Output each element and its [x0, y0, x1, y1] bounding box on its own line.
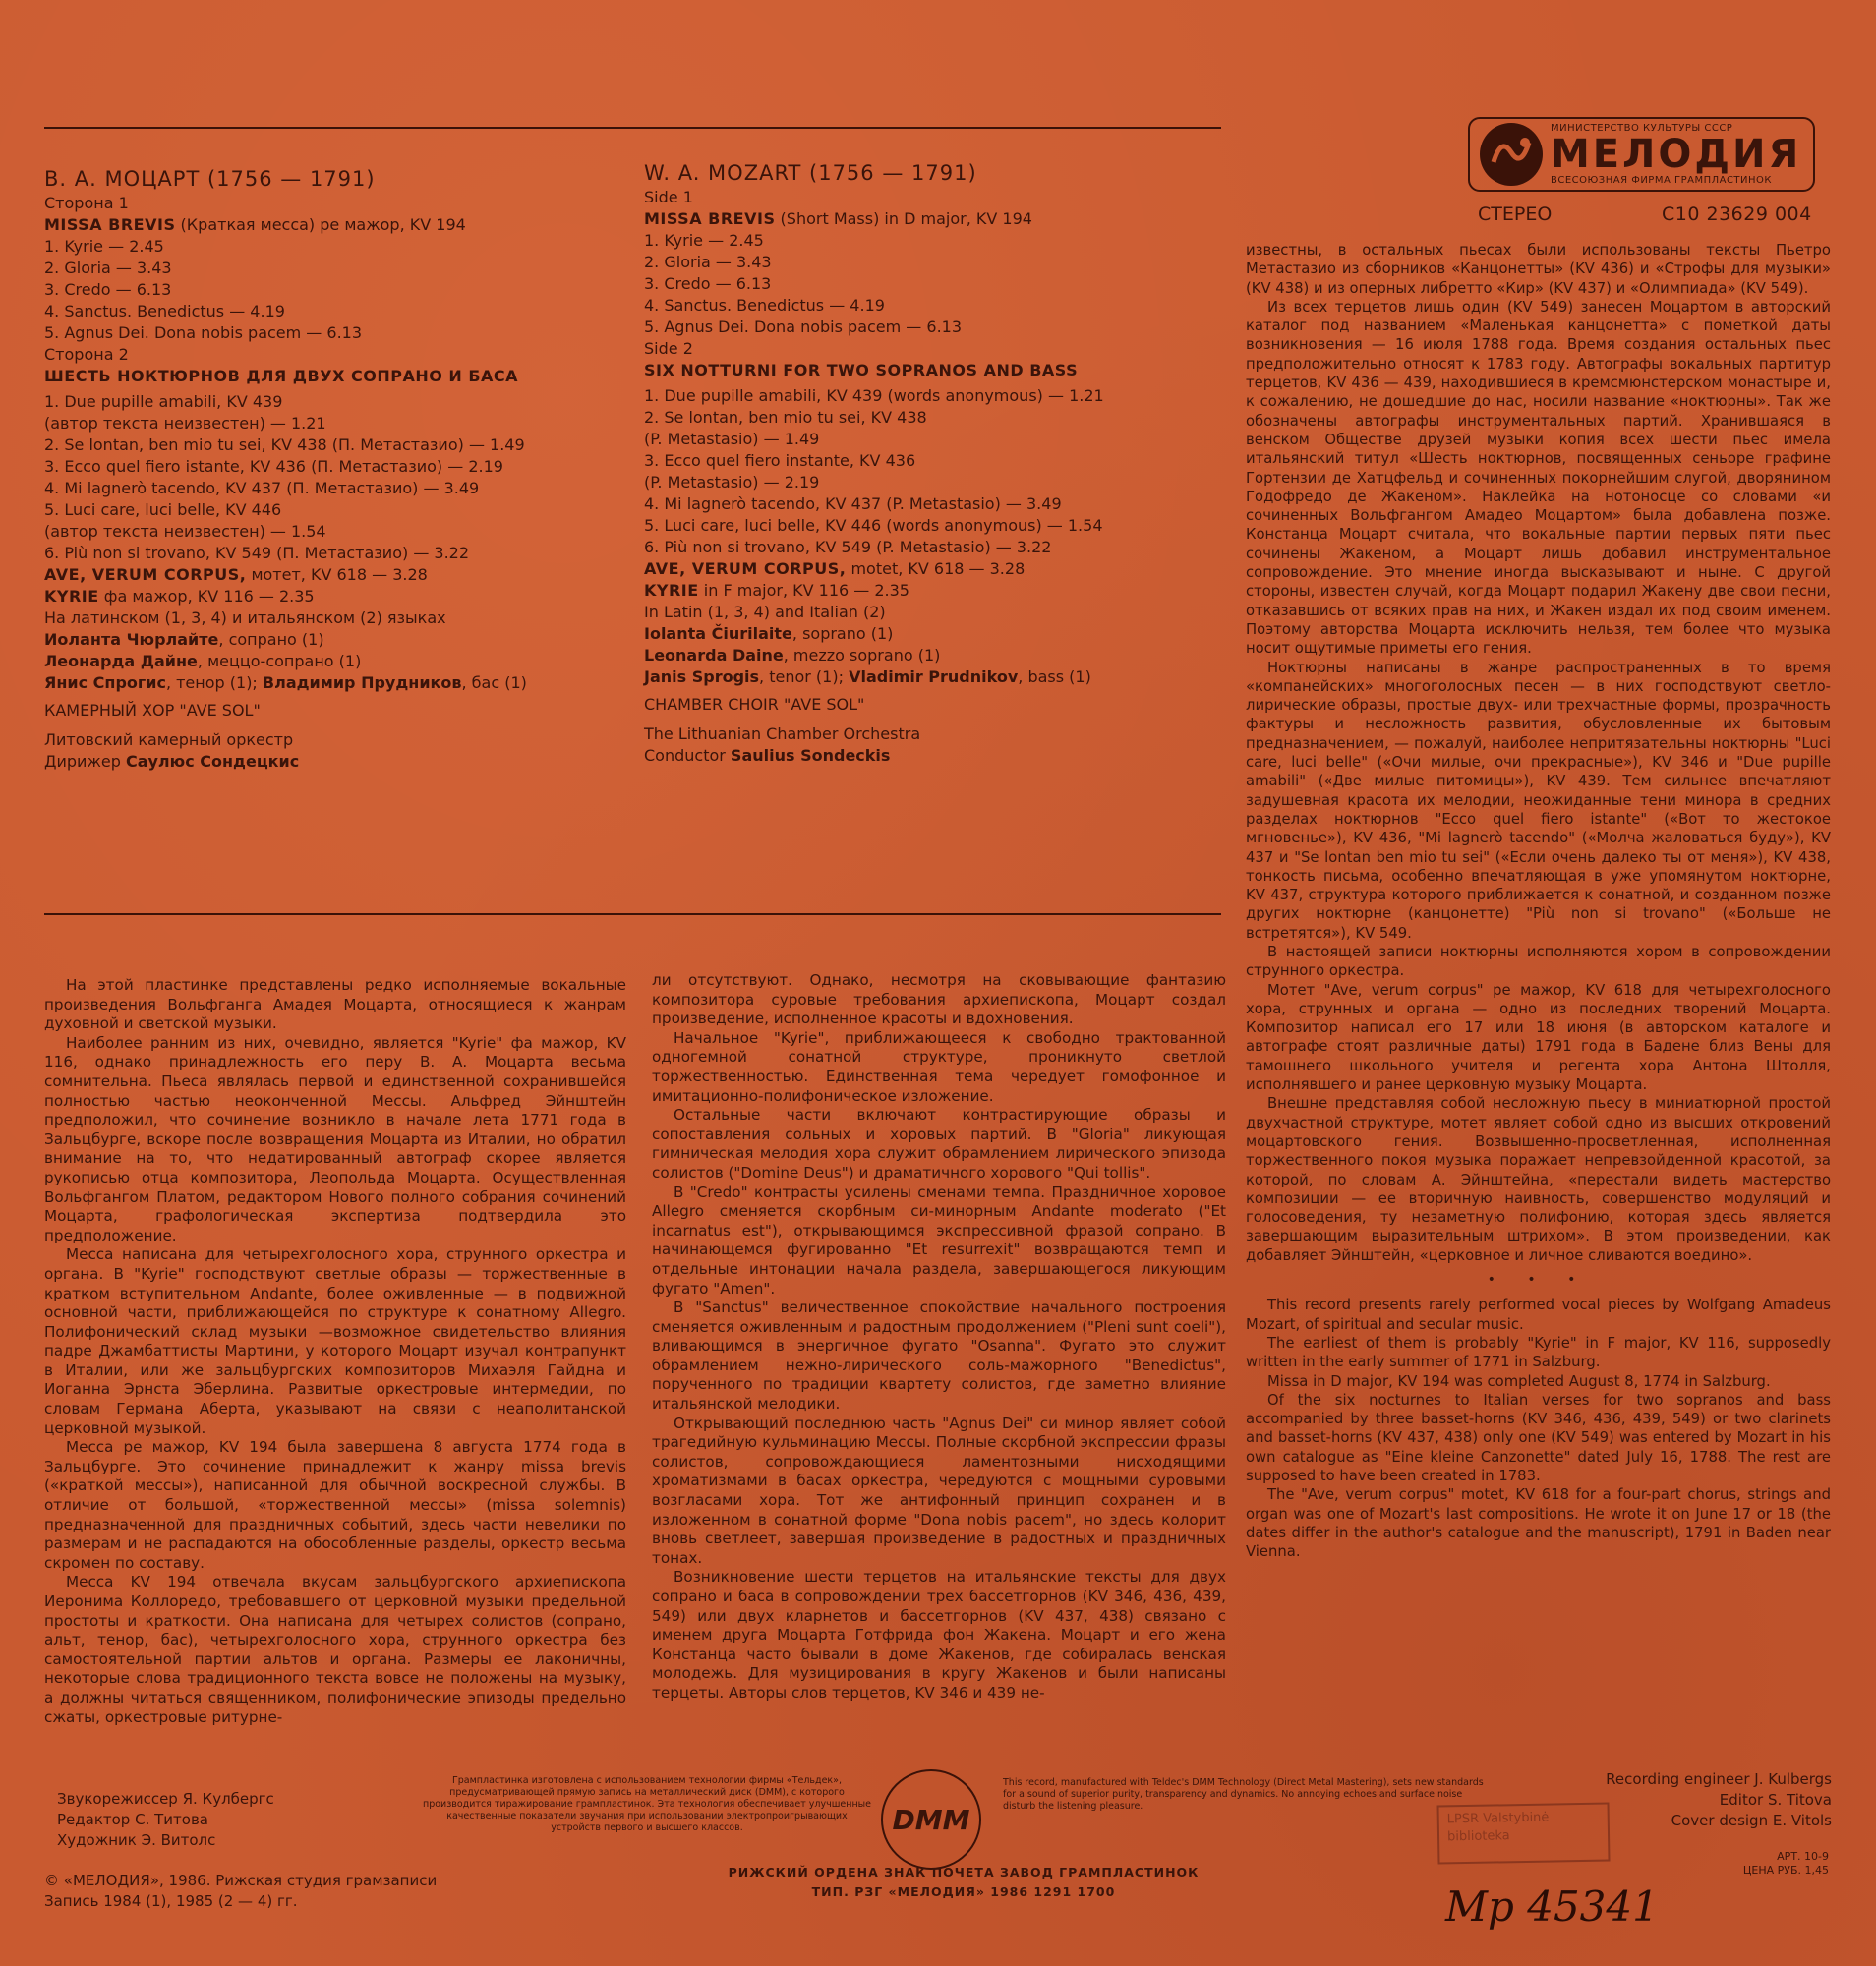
performer-name: Janis Sprogis	[644, 667, 760, 686]
paragraph: The "Ave, verum corpus" motet, KV 618 for a four-part chorus, strings and organ was one of Mozart's last compositions. He wrote it on June 17 or 18 (the dates differ in the author's catalogue and the manuscript), 1791 in Baden near Vienna.	[1246, 1486, 1831, 1561]
en-ave-desc: motet, KV 618 — 3.28	[846, 559, 1026, 578]
print-info: ТИП. РЗГ «МЕЛОДИЯ» 1986 1291 1700	[811, 1884, 1116, 1899]
en-conductor-label: Conductor	[644, 746, 731, 765]
article-number: АРТ. 10-9	[1777, 1850, 1829, 1863]
en-missa-title: MISSA BREVIS	[644, 209, 776, 228]
paragraph: Из всех терцетов лишь один (KV 549) занесен Моцартом в авторский каталог под названием «Маленькая канцонетта» с пометкой даты возникновения — 16 июля 1788 года. Время создания остальных пьес предположительно относят к 1783 году. Автографы вокальных партитур терцетов, KV 436 — 439, находившиеся в кремсмюнстерском монастыре и, к сожалению, не дошедшие до нас, носили название «ноктюрны». Так же обозначены автографы инструментальных партий. Хранившаяся в венском Обществе друзей музыки копия всех шести пьес имела итальянский титул «Шесть ноктюрнов, посвященных сеньоре графине Гортензии де Хатцфельд и сочиненных покорнейшим слугой, дворянином Годофредо де Жакеном». Наклейка на нотоносце со словами «и сочиненных Вольфгангом Амадео Моцартом» была добавлена позже. Констанца Моцарт считала, что вокальные партии первых пяти пьес сочинены Жакеном, а Моцарт лишь добавил инструментальное сопровождение. Это мнение иногда высказывают и ныне. С другой стороны, известен случай, когда Моцарт подарил Жакену две свои песни, отказавшись от всяких прав на них, и Жакен издал их под своим именем. Поэтому авторства Моцарта исключить нельзя, тем более что музыка носит ощутимые приметы его гения.	[1246, 298, 1831, 658]
paragraph: На этой пластинке представлены редко исполняемые вокальные произведения Вольфганга Амадея Моцарта, относящиеся к жанрам духовной и светской музыки.	[44, 976, 626, 1033]
factory-block	[688, 1863, 1239, 1902]
paragraph: Месса написана для четырехголосного хора, струнного оркестра и органа. В "Kyrie" господствуют светлые образы — торжественные в кратком вступительном Andante, более оживленные — в подвижной основной части, приближающейся по структуре к сонатному Allegro. Полифонический склад музыки —возможное свидетельство влияния падре Джамбаттисты Мартини, у которого Моцарт изучал контрапункт в Италии, или же зальцбургских композиторов Михаэля Гайдна и Иоганна Эрнста Эберлина. Развитые оркестровые интермедии, по словам Германа Аберта, указывают на связи с неаполитанской церковной музыкой.	[44, 1245, 626, 1437]
credit-line: Звукорежиссер Я. Кулбергс	[57, 1790, 274, 1808]
track: 5. Luci care, luci belle, KV 446	[44, 500, 282, 519]
credit-line: Редактор С. Титова	[57, 1811, 208, 1828]
dmm-logo	[881, 1769, 981, 1870]
ru-missa-desc: (Краткая месса) ре мажор, KV 194	[175, 215, 466, 234]
ru-ave-title: AVE, VERUM CORPUS,	[44, 565, 247, 584]
ru-choir: КАМЕРНЫЙ ХОР "AVE SOL"	[44, 701, 261, 720]
recording-years: Запись 1984 (1), 1985 (2 — 4) гг.	[44, 1892, 298, 1910]
en-missa-desc: (Short Mass) in D major, KV 194	[775, 209, 1032, 228]
ru-credits	[57, 1789, 352, 1851]
ru-orchestra: Литовский камерный оркестр	[44, 730, 294, 749]
ru-conductor-label: Дирижер	[44, 752, 126, 771]
performer-role: , бас (1)	[461, 673, 527, 692]
paragraph: Открывающий последнюю часть "Agnus Dei" си минор являет собой трагедийную кульминацию Мессы. Полные скорбной экспрессии фразы солистов, сопровождающиеся ламентозными нисходящими хроматизмами в басах оркестра, чередуются с мощными суровыми возгласами хора. Тот же антифонный принцип сохранен и в изложенном в сонатной форме "Dona nobis pacem", но здесь колорит вновь светлеет, завершая произведение в радостных и праздничных тонах.	[652, 1414, 1226, 1567]
firm-label: ВСЕСОЮЗНАЯ ФИРМА ГРАМПЛАСТИНОК	[1551, 175, 1773, 186]
en-composer-title: W. A. MOZART (1756 — 1791)	[644, 161, 977, 185]
track: (P. Metastasio) — 2.19	[644, 473, 820, 492]
paragraph: ли отсутствуют. Однако, несмотря на сковывающие фантазию композитора суровые требования архиепископа, Моцарт создал произведение, исполненное красоты и вдохновения.	[652, 971, 1226, 1028]
price: ЦЕНА РУБ. 1,45	[1742, 1864, 1829, 1877]
performer-name: Владимир Прудников	[262, 673, 462, 692]
notes-column-2	[652, 971, 1226, 1704]
performer-role: , тенор (1);	[165, 673, 263, 692]
track: 5. Luci care, luci belle, KV 446 (words anonymous) — 1.54	[644, 516, 1103, 535]
en-nocturnes-title: SIX NOTTURNI FOR TWO SOPRANOS AND BASS	[644, 361, 1079, 379]
en-kyrie-desc: in F major, KV 116 — 2.35	[698, 581, 909, 600]
price-block	[1691, 1850, 1829, 1878]
ru-tracklist	[44, 165, 615, 773]
ru-conductor-name: Саулюс Сондецкис	[125, 752, 300, 771]
paragraph: This record presents rarely performed vocal pieces by Wolfgang Amadeus Mozart, of spiritual and secular music.	[1246, 1297, 1831, 1333]
performer-role: , mezzo soprano (1)	[783, 646, 941, 665]
track: (P. Metastasio) — 1.49	[644, 430, 820, 448]
track: 2. Se lontan, ben mio tu sei, KV 438 (П. Метастазио) — 1.49	[44, 435, 525, 454]
ru-kyrie-desc: фа мажор, KV 116 — 2.35	[98, 587, 315, 606]
track: 4. Mi lagnerò tacendo, KV 437 (П. Метастазио) — 3.49	[44, 479, 480, 497]
track: 3. Ecco quel fiero istante, KV 436 (П. Метастазио) — 2.19	[44, 457, 503, 476]
track: 3. Credo — 6.13	[644, 274, 772, 293]
dmm-logo-text: DMM	[892, 1803, 970, 1836]
track: 5. Agnus Dei. Dona nobis pacem — 6.13	[644, 318, 963, 336]
track: 1. Due pupille amabili, KV 439 (words anonymous) — 1.21	[644, 386, 1104, 405]
credit-line: Editor S. Titova	[1719, 1791, 1832, 1809]
performer-name: Янис Спрогис	[44, 673, 166, 692]
track: 3. Ecco quel fiero instante, KV 436	[644, 451, 916, 470]
stamp-line: biblioteka	[1446, 1828, 1510, 1845]
track: 2. Gloria — 3.43	[644, 253, 772, 271]
paragraph: Месса KV 194 отвечала вкусам зальцбургского архиепископа Иеронима Коллоредо, требовавшего от церковной музыки предельной простоты и краткости. Она написана для четырех солистов (сопрано, альт, тенор, бас), четырехголосного хора, струнного оркестра без самостоятельной партии альтов и органа. Размеры ее лаконичны, некоторые слова традиционного текста вовсе не положены на музыку, а должны читаться священником, полифонические эпизоды предельно сжаты, оркестровые ритурне-	[44, 1573, 626, 1726]
paragraph: Остальные части включают контрастирующие образы и сопоставления сольных и хоровых партий. В "Gloria" ликующая гимническая мелодия хора служит обрамлением лирического эпизода солистов ("Domine Deus") и драматичного хорового "Qui tollis".	[652, 1106, 1226, 1182]
ru-kyrie-title: KYRIE	[44, 587, 99, 606]
track: 1. Due pupille amabili, KV 439	[44, 392, 283, 411]
track: 4. Sanctus. Benedictus — 4.19	[44, 302, 285, 320]
track: 4. Sanctus. Benedictus — 4.19	[644, 296, 885, 315]
track: 1. Kyrie — 2.45	[644, 231, 764, 250]
ru-language-note: На латинском (1, 3, 4) и итальянском (2) языках	[44, 608, 446, 627]
ru-ave-desc: мотет, KV 618 — 3.28	[246, 565, 428, 584]
en-orchestra: The Lithuanian Chamber Orchestra	[644, 724, 921, 743]
performer-role: , меццо-сопрано (1)	[197, 652, 362, 670]
melodiya-logo	[1468, 117, 1815, 192]
stamp-line: LPSR Valstybinė	[1446, 1810, 1550, 1827]
paragraph: Мотет "Ave, verum corpus" ре мажор, KV 618 для четырехголосного хора, струнных и органа — одно из последних творений Моцарта. Композитор написал его 17 или 18 июня (в авторском каталоге и автографе стоят различные даты) 1791 года в Бадене близ Вены для тамошнего школьного учителя и регента хора Антона Штолля, исполнявшего и ранее церковную музыку Моцарта.	[1246, 981, 1831, 1094]
performer-role: , bass (1)	[1018, 667, 1091, 686]
paragraph: В "Sanctus" величественное спокойствие начального построения сменяется оживленным и радостным продолжением ("Pleni sunt coeli"), вливающимся в энергичное фугато "Osanna". Фугато это служит обрамлением нежно-лирического соль-мажорного "Benedictus", порученного по традиции квартету солистов, где заметно влияние итальянской мелодики.	[652, 1299, 1226, 1414]
en-language-note: In Latin (1, 3, 4) and Italian (2)	[644, 603, 886, 621]
paragraph: Ноктюрны написаны в жанре распространенных в то время «компанейских» многоголосных песен — в них господствуют светло-лирические образы, простые двух- или трехчастные формы, прозрачность фактуры и несложность развития, обусловленные их бытовым предназначением, — пожалуй, наиболее непритязательны ноктюрны "Luci care, luci belle" («Очи милые, очи прекрасные»), KV 346 и "Due pupille amabili" («Две милые питомицы»), KV 439. Тем сильнее впечатляют задушевная красота их мелодии, неожиданные тени минора в средних разделах ноктюрнов "Ecco quel fiero istante" («Вот то жестокое мгновенье»), KV 436, "Mi lagnerò tacendo" («Молча жаловаться буду»), KV 437 и "Se lontan ben mio tu sei" («Если очень далеко ты от меня»), KV 438, тонкость письма, особенно впечатляющая в уже упомянутом ноктюрне, KV 437, структура которого приближается к сонатной, и созданном позже других ноктюрне (канцонетте) "Più non si trovano" («Больше не встретятся»), KV 549.	[1246, 659, 1831, 942]
logo-text	[1551, 122, 1801, 187]
ru-side2-label: Сторона 2	[44, 345, 129, 364]
en-conductor-name: Saulius Sondeckis	[730, 746, 891, 765]
en-side1-label: Side 1	[644, 188, 693, 206]
paragraph: известны, в остальных пьесах были использованы тексты Пьетро Метастазио из сборников «Канцонетты» (KV 436) и «Строфы для музыки» (KV 438) и из оперных либретто «Кир» (KV 437) и «Олимпиада» (KV 549).	[1246, 242, 1831, 297]
paragraph: Missa in D major, KV 194 was completed August 8, 1774 in Salzburg.	[1267, 1372, 1771, 1390]
section-separator: • • •	[1487, 1272, 1590, 1289]
performer-name: Леонарда Дайне	[44, 652, 198, 670]
track: 4. Mi lagnerò tacendo, KV 437 (P. Metastasio) — 3.49	[644, 494, 1062, 513]
ru-nocturnes-title: ШЕСТЬ НОКТЮРНОВ ДЛЯ ДВУХ СОПРАНО И БАСА	[44, 367, 519, 385]
performer-role: , сопрано (1)	[218, 630, 324, 649]
catalog-number: С10 23629 004	[1662, 203, 1812, 225]
paragraph: В "Credo" контрасты усилены сменами темпа. Праздничное хоровое Allegro сменяется скорбным си-минорным Andante moderato ("Et incarnatus est"), открывающимся экспрессивной фразой сопрано. В начинающемся фугированно "Et resurrexit" возвращаются темп и отдельные интонации начала раздела, завершающегося ликующим фугато "Amen".	[652, 1183, 1226, 1298]
paragraph: В настоящей записи ноктюрны исполняются хором в сопровождении струнного оркестра.	[1246, 943, 1831, 980]
paragraph: Месса ре мажор, KV 194 была завершена 8 августа 1774 года в Зальцбурге. Это сочинение принадлежит к жанру missa brevis («краткой мессы»), написанной для обычной воскресной службы. В отличие от большой, «торжественной мессы» (missa solemnis) предназначенной для праздничных событий, здесь части невелики по размерам и не распадаются на обособленные разделы, оркестр весьма скромен по составу.	[44, 1438, 626, 1572]
credit-line: Recording engineer J. Kulbergs	[1606, 1770, 1832, 1788]
paragraph: The earliest of them is probably "Kyrie" in F major, KV 116, supposedly written in the early summer of 1771 in Salzburg.	[1246, 1334, 1831, 1371]
track: 6. Più non si trovano, KV 549 (П. Метастазио) — 3.22	[44, 544, 470, 562]
melodiya-emblem-icon	[1480, 123, 1543, 186]
library-stamp	[1436, 1802, 1610, 1864]
track: 1. Kyrie — 2.45	[44, 237, 164, 256]
performer-role: , soprano (1)	[791, 624, 894, 643]
en-kyrie-title: KYRIE	[644, 581, 699, 600]
stereo-label: СТЕРЕО	[1478, 203, 1553, 225]
ru-composer-title: В. А. МОЦАРТ (1756 — 1791)	[44, 167, 376, 191]
factory-name: РИЖСКИЙ ОРДЕНА ЗНАК ПОЧЕТА ЗАВОД ГРАМПЛАСТИНОК	[728, 1865, 1200, 1879]
ru-side1-label: Сторона 1	[44, 194, 129, 212]
paragraph: Of the six nocturnes to Italian verses for two sopranos and bass accompanied by three basset-horns (KV 346, 436, 439, 549) or two clarinets and basset-horns (KV 437, 438) only one (KV 549) was entered by Mozart in his own catalogue as "Eine kleine Canzonette" dated July 16, 1788. The rest are supposed to have been created in 1783.	[1246, 1391, 1831, 1484]
track: 5. Agnus Dei. Dona nobis pacem — 6.13	[44, 323, 363, 342]
track: (автор текста неизвестен) — 1.54	[44, 522, 326, 541]
copyright-line: © «МЕЛОДИЯ», 1986. Рижская студия грамзаписи	[44, 1872, 438, 1889]
performer-name: Iolanta Čiurilaite	[644, 624, 792, 643]
dmm-note-en: This record, manufactured with Teldec's DMM Technology (Direct Metal Mastering), sets new standards for a sound of superior purity, transparency and dynamics. No annoying echoes and surface noise disturb the listening pleasure.	[1003, 1777, 1484, 1812]
copyright-block	[44, 1871, 634, 1912]
dmm-note-ru: Грампластинка изготовлена с использованием технологии фирмы «Тельдек», предусматривающей прямую запись на металлический диск (DMM), с которого производится тиражирование грампластинок. Эта технология обеспечивает улучшенные качественные показатели звучания при использовании электропроигрывающих устройств первого и высшего классов.	[422, 1775, 872, 1833]
track: (автор текста неизвестен) — 1.21	[44, 414, 326, 433]
paragraph: Внешне представляя собой несложную пьесу в миниатюрной простой двухчастной структуре, мотет являет собой одно из высших откровений моцартовского гения. Возвышенно-просветленная, исполненная торжественного покоя музыка поражает непревзойденной красотой, за которой, по словам А. Эйнштейна, «перестали видеть мастерство композиции — ее вторичную наивность, совершенство модуляций и голосоведения, ту незаметную полифонию, которая здесь является завершающим выразительным штрихом». В этом произведении, как добавляет Эйнштейн, «церковное и личное сливаются воедино».	[1246, 1095, 1831, 1264]
credit-line: Cover design E. Vitols	[1671, 1812, 1832, 1829]
paragraph: Начальное "Kyrie", приближающееся к свободно трактованной одногемной сонатной структуре, проникнуто светлой торжественностью. Единственная тема чередует гомофонное и имитационно-полифоническое изложение.	[652, 1028, 1226, 1105]
middle-rule	[44, 913, 1221, 915]
ministry-label: МИНИСТЕРСТВО КУЛЬТУРЫ СССР	[1551, 123, 1733, 134]
notes-column-3	[1246, 241, 1831, 1561]
track: 2. Se lontan, ben mio tu sei, KV 438	[644, 408, 927, 427]
performer-role: , tenor (1);	[759, 667, 850, 686]
en-side2-label: Side 2	[644, 339, 693, 358]
performer-name: Иоланта Чюрлайте	[44, 630, 219, 649]
paragraph: Наиболее ранним из них, очевидно, является "Kyrie" фа мажор, KV 116, однако принадлежность его перу В. А. Моцарта весьма сомнительна. Пьеса являлась первой и единственной сохранившейся полностью частью неоконченной Мессы. Альфред Эйнштейн предположил, что сочинение возникло в начале лета 1771 года в Зальцбурге, вскоре после возвращения Моцарта из Италии, но обратил внимание на то, что недатированный автограф скорее является рукописью отца композитора, Леопольда Моцарта. Осуществленная Вольфгангом Платом, редактором Нового полного собрания сочинений Моцарта, графологическая экспертиза подтвердила это предположение.	[44, 1033, 626, 1244]
performer-name: Vladimir Prudnikov	[849, 667, 1019, 686]
track: 2. Gloria — 3.43	[44, 259, 172, 277]
notes-column-1	[44, 976, 626, 1727]
handwritten-catalog-number: Мр 45341	[1445, 1882, 1659, 1931]
en-tracklist	[644, 159, 1224, 767]
credit-line: Художник Э. Витолс	[57, 1831, 216, 1849]
performer-name: Leonarda Daine	[644, 646, 784, 665]
track: 3. Credo — 6.13	[44, 280, 172, 299]
brand-name: МЕЛОДИЯ	[1551, 132, 1802, 177]
track: 6. Più non si trovano, KV 549 (P. Metastasio) — 3.22	[644, 538, 1052, 556]
en-ave-title: AVE, VERUM CORPUS,	[644, 559, 847, 578]
en-choir: CHAMBER CHOIR "AVE SOL"	[644, 695, 865, 714]
ru-missa-title: MISSA BREVIS	[44, 215, 176, 234]
top-rule	[44, 127, 1221, 129]
paragraph: Возникновение шести терцетов на итальянские тексты для двух сопрано и баса в сопровождении трех бассетгорнов (KV 346, 436, 439, 549) или двух кларнетов и бассетгорнов (KV 437, 438) связано с именем друга Моцарта Готфрида фон Жакена. Моцарт и его жена Констанца часто бывали в доме Жакенов, где собиралась венская молодежь. Для музицирования в кругу Жакенов и были написаны терцеты. Авторы слов терцетов, KV 346 и 439 не-	[652, 1568, 1226, 1702]
